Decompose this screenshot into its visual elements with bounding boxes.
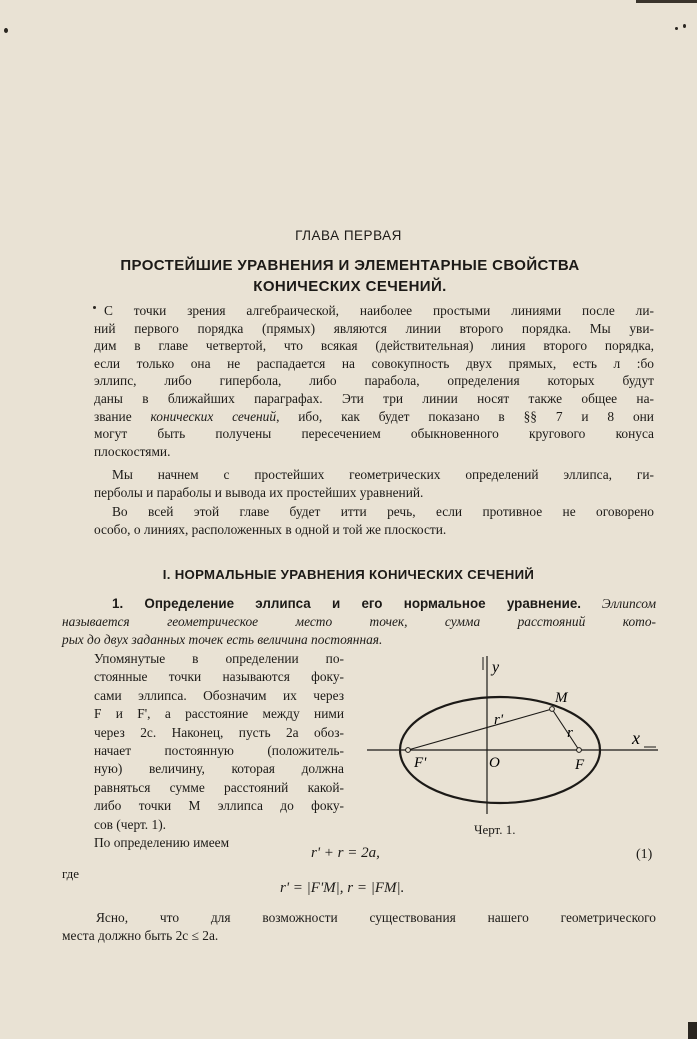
text-line	[94, 408, 654, 426]
text-line: эллипс, либо гипербола, либо парабола, определения которых будут	[94, 373, 654, 389]
point-m	[550, 707, 555, 712]
where-word: где	[62, 866, 80, 881]
chapter-title-line: КОНИЧЕСКИХ СЕЧЕНИЙ.	[253, 278, 447, 295]
text-line: через 2c. Наконец, пусть 2a обоз-	[94, 724, 344, 740]
text-line: Во всей этой главе будет итти речь, если противное не оговорено	[112, 504, 654, 519]
focus-f-point	[577, 748, 582, 753]
text-line	[94, 595, 656, 613]
print-speck	[683, 24, 686, 28]
text-line: плоскостями.	[94, 443, 171, 459]
chapter-heading: ГЛАВА ПЕРВАЯ	[295, 228, 402, 243]
text-line: особо, о линиях, расположенных в одной и той же плоскости.	[94, 521, 447, 537]
chapter-title-line: ПРОСТЕЙШИЕ УРАВНЕНИЯ И ЭЛЕМЕНТАРНЫЕ СВОЙСТВА	[120, 257, 580, 274]
text-run: звание	[94, 408, 151, 424]
text-line: Мы начнем с простейших геометрических определений эллипса, ги-	[112, 467, 654, 482]
text-line: начает постоянную (положитель-	[94, 743, 344, 759]
equation-number: (1)	[636, 847, 653, 862]
chapter-title	[70, 255, 630, 297]
label-o: O	[489, 755, 500, 771]
label-x: x	[632, 728, 640, 748]
formula-1: r' + r = 2a,	[311, 845, 380, 861]
text-line: ний первого порядка (прямых) являются линии второго порядка. Мы уви-	[94, 320, 654, 336]
text-line: перболы и параболы и вывода их простейших уравнений.	[94, 484, 424, 500]
segment-r-prime	[408, 709, 552, 750]
text-line: Ясно, что для возможности существования нашего геометрического	[96, 910, 656, 925]
intro-paragraph	[94, 302, 654, 460]
definition-heading: 1. Определение эллипса и его нормальное уравнение.	[112, 596, 582, 611]
text-line: если только она не распадается на совокупность двух прямых, есть л :бо	[94, 355, 654, 371]
edge-mark	[636, 0, 697, 3]
edge-mark	[688, 1022, 697, 1039]
focus-f-prime-point	[406, 748, 411, 753]
definition-term: Эллипсом	[601, 596, 656, 611]
formula-2: r' = |F'M|, r = |FM|.	[280, 880, 405, 896]
print-speck	[4, 28, 8, 33]
text-line: называется геометрическое место точек, сумма расстояний кото-	[62, 613, 656, 629]
text-line: дим в главе четвертой, что всякая (действительная) линия второго порядка,	[94, 338, 654, 354]
text-line: сов (черт. 1).	[94, 816, 167, 832]
ellipse-diagram	[362, 652, 662, 818]
label-r-prime: r'	[494, 712, 504, 728]
text-line: рых до двух заданных точек есть величина постоянная.	[62, 631, 383, 647]
text-line: даны в ближайших параграфах. Эти три линии носят также общее на-	[94, 390, 654, 406]
label-y: y	[492, 659, 500, 676]
figure-caption: Черт. 1.	[474, 822, 516, 837]
label-f: F	[575, 757, 585, 773]
text-line: F и F', а расстояние между ними	[94, 706, 344, 722]
text-line: равняться сумме расстояний какой-	[94, 779, 344, 795]
text-line: сами эллипса. Обозначим их через	[94, 687, 344, 703]
ellipse-definition	[62, 595, 656, 648]
text-line: ную) величину, которая должна	[94, 761, 344, 777]
text-line: По определению имеем	[94, 835, 230, 851]
section-heading: I. НОРМАЛЬНЫЕ УРАВНЕНИЯ КОНИЧЕСКИХ СЕЧЕНИЙ	[162, 567, 535, 582]
text-run: , ибо, как будет показано в §§ 7 и 8 они	[276, 408, 654, 424]
text-line: либо точки M эллипса до фоку-	[94, 798, 344, 814]
print-speck	[93, 306, 96, 309]
paragraph-2	[94, 466, 654, 501]
text-line: Упомянутые в определении по-	[94, 651, 344, 666]
italic-term: конических сечений	[150, 408, 277, 424]
paragraph-3	[94, 503, 654, 538]
print-speck	[675, 27, 678, 30]
final-paragraph	[62, 909, 656, 945]
text-line: стоянные точки называются фоку-	[94, 669, 344, 685]
label-m: M	[555, 690, 568, 706]
label-r: r	[567, 725, 573, 741]
text-line: С точки зрения алгебраической, наиболее простыми линиями после ли-	[104, 303, 654, 318]
label-f-prime: F'	[414, 755, 427, 771]
left-column-text	[94, 650, 344, 852]
text-line: могут быть получены пересечением обыкновенного кругового конуса	[94, 426, 654, 442]
text-line: места должно быть 2c ≤ 2a.	[62, 928, 219, 943]
